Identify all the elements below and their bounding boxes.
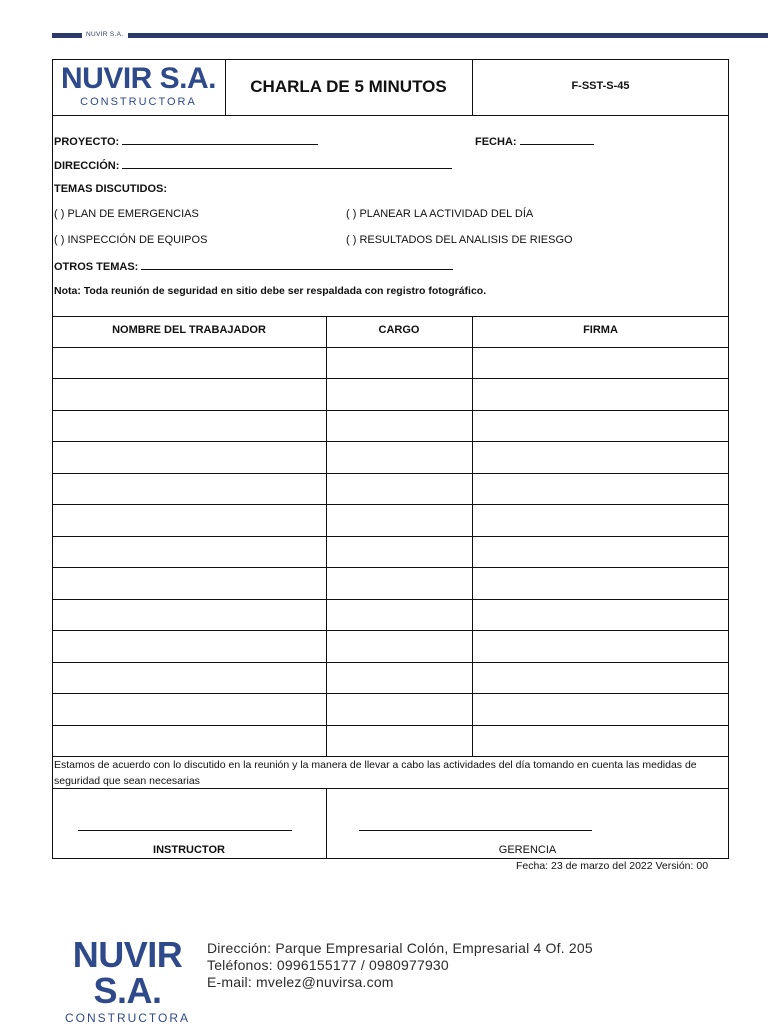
col-header-cargo: CARGO [378,324,420,336]
gerencia-signature-line[interactable] [359,830,592,831]
form-document [52,59,729,859]
header-brand: NUVIR S.A. [86,31,124,38]
header-bar [52,32,768,40]
table-row[interactable] [52,662,729,693]
agreement-text: Estamos de acuerdo con lo discutido en la reunión y la manera de llevar a cabo las actividades del día tomando en cuenta las medidas de seguridad que sean necesarias [54,759,697,787]
gerencia-label: GERENCIA [498,844,557,856]
option-resultados-riesgo[interactable]: ( ) RESULTADOS DEL ANALISIS DE RIESGO [346,234,573,246]
table-row[interactable] [52,725,729,756]
table-row[interactable] [52,410,729,441]
footer-logo-name: NUVIR S.A. [72,934,183,1011]
form-code: F-SST-S-45 [571,80,630,92]
proyecto-label: PROYECTO: [54,136,120,148]
fecha-field[interactable] [475,134,594,148]
table-row[interactable] [52,599,729,630]
divider [52,115,729,116]
logo-name: NUVIR S.A. [60,62,217,95]
table-row[interactable] [52,567,729,598]
table-row[interactable] [52,473,729,504]
table-row[interactable] [52,441,729,472]
fecha-label: FECHA: [475,136,517,148]
proyecto-line [122,134,318,145]
col-header-firma: FIRMA [583,324,618,336]
company-logo [52,64,225,114]
document-version: Fecha: 23 de marzo del 2022 Versión: 00 [516,860,709,872]
table-row[interactable] [52,536,729,567]
table-row[interactable] [52,693,729,724]
table-row[interactable] [52,378,729,409]
instructor-signature-line[interactable] [78,830,292,831]
temas-label: TEMAS DISCUTIDOS: [54,183,168,195]
photo-note: Nota: Toda reunión de seguridad en sitio debe ser respaldada con registro fotográfico. [54,285,487,297]
otros-field[interactable] [54,259,453,273]
direccion-label: DIRECCIÓN: [54,160,120,172]
footer-logo-tagline: CONSTRUCTORA [64,1011,191,1025]
option-planear-actividad[interactable]: ( ) PLANEAR LA ACTIVIDAD DEL DÍA [346,208,534,220]
contact-phones: Teléfonos: 0996155177 / 0980977930 [207,957,449,973]
footer-logo [60,934,195,1025]
otros-line [141,259,453,270]
table-row[interactable] [52,504,729,535]
contact-address: Dirección: Parque Empresarial Colón, Empresarial 4 Of. 205 [207,940,593,956]
option-plan-emergencias[interactable]: ( ) PLAN DE EMERGENCIAS [54,208,199,220]
header-bar-left [52,33,82,38]
direccion-line [122,158,452,169]
contact-email[interactable]: E-mail: mvelez@nuvirsa.com [207,974,394,990]
logo-tagline: CONSTRUCTORA [80,96,197,108]
option-inspeccion-equipos[interactable]: ( ) INSPECCIÓN DE EQUIPOS [54,234,208,246]
direccion-field[interactable] [54,158,452,172]
table-row[interactable] [52,347,729,378]
otros-label: OTROS TEMAS: [54,261,139,273]
header-bar-right [128,33,768,38]
form-title: CHARLA DE 5 MINUTOS [250,77,447,96]
contact-info [207,940,593,991]
signature-top [52,788,729,789]
fecha-line [520,134,594,145]
instructor-label: INSTRUCTOR [153,844,225,856]
table-row[interactable] [52,630,729,661]
col-header-nombre: NOMBRE DEL TRABAJADOR [112,324,266,336]
proyecto-field[interactable] [54,134,318,148]
table-top [52,316,729,317]
